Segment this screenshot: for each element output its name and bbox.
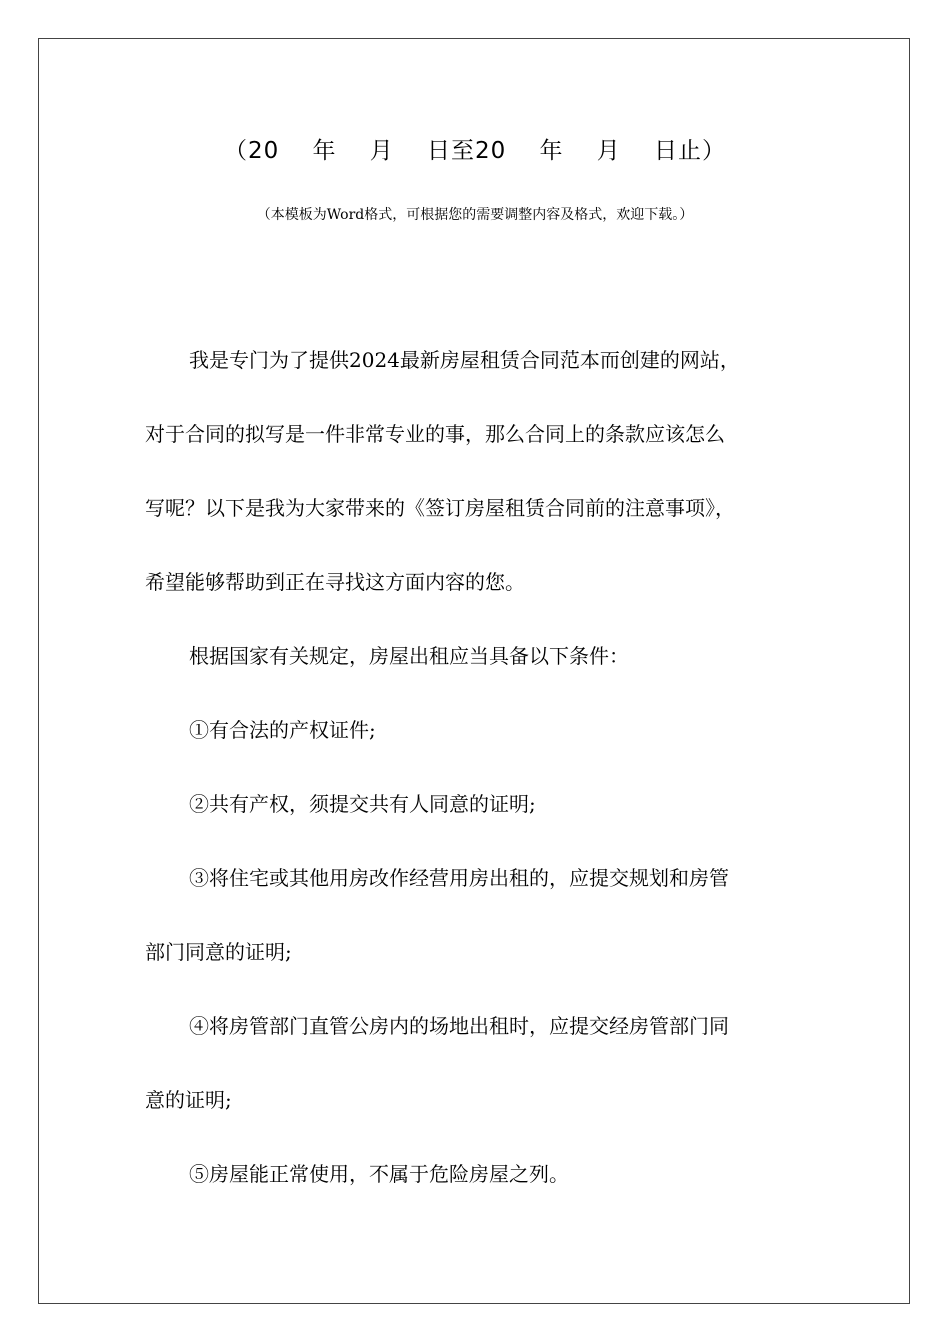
condition-item-3-line-1: ③将住宅或其他用房改作经营用房出租的，应提交规划和房管 [189,866,729,890]
condition-item-2: ②共有产权，须提交共有人同意的证明; [189,792,536,816]
paragraph-intro-line-1: 我是专门为了提供2024最新房屋租赁合同范本而创建的网站， [189,348,740,372]
date-range-heading: （20 年 月 日至20 年 月 日止） [224,138,726,164]
condition-item-4-line-2: 意的证明; [145,1088,232,1112]
condition-item-4-line-1: ④将房管部门直管公房内的场地出租时，应提交经房管部门同 [189,1014,729,1038]
condition-item-3-line-2: 部门同意的证明; [145,940,292,964]
paragraph-conditions-heading: 根据国家有关规定，房屋出租应当具备以下条件： [189,644,629,668]
condition-item-1: ①有合法的产权证件; [189,718,376,742]
paragraph-intro-line-4: 希望能够帮助到正在寻找这方面内容的您。 [145,570,525,594]
document-body [145,340,825,1228]
template-note: （本模板为Word格式，可根据您的需要调整内容及格式，欢迎下载。） [256,207,694,223]
paragraph-intro-line-2: 对于合同的拟写是一件非常专业的事，那么合同上的条款应该怎么 [145,422,725,446]
condition-item-5: ⑤房屋能正常使用，不属于危险房屋之列。 [189,1162,569,1186]
paragraph-intro-line-3: 写呢？以下是我为大家带来的《签订房屋租赁合同前的注意事项》， [145,496,735,520]
